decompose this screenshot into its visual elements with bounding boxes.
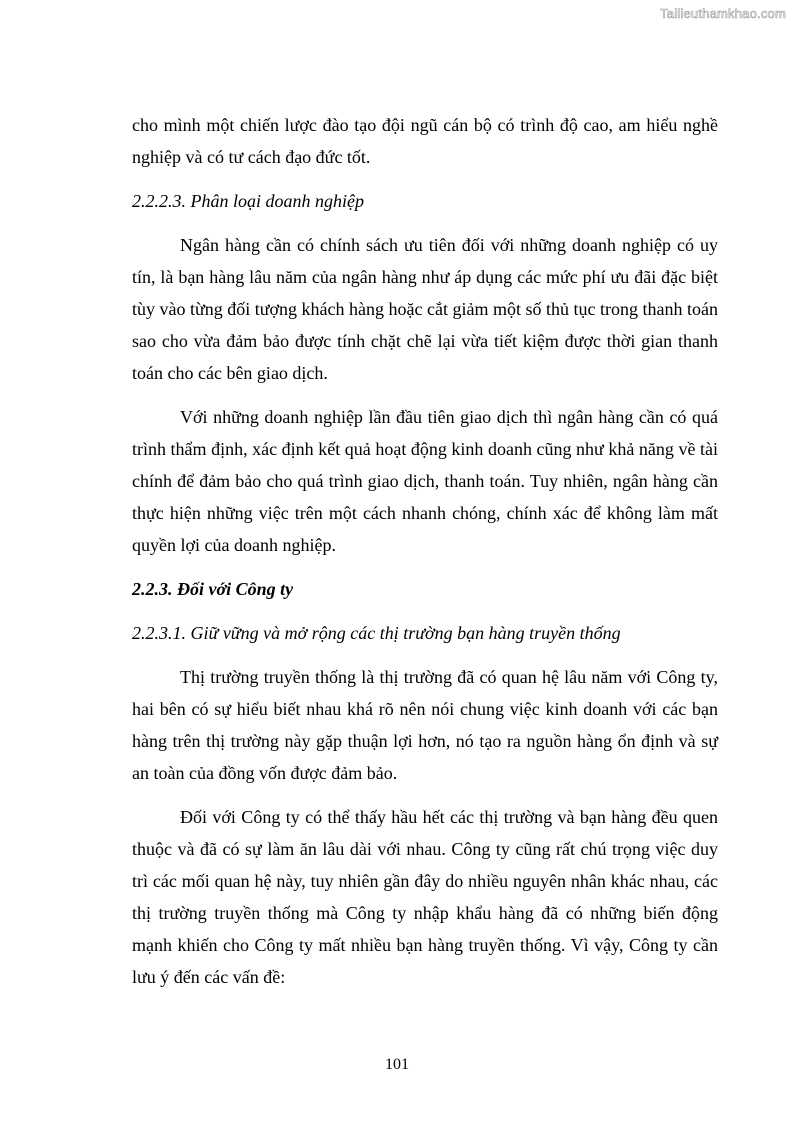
section-heading-2-2-2-3: 2.2.2.3. Phân loại doanh nghiệp [132, 191, 364, 211]
paragraph-new-enterprises: Với những doanh nghiệp lần đầu tiên giao dịch thì ngân hàng cần có quá trình thẩm định, xác định kết quả hoạt động kinh doanh cũng như khả năng về tài chính để đảm bảo cho quá trình giao dịch, thanh toán. Tuy nhiên, ngân hàng cần thực hiện những việc trên một cách nhanh chóng, chính xác để không làm mất quyền lợi của doanh nghiệp. [132, 407, 718, 555]
page-number: 101 [385, 1056, 409, 1073]
paragraph-continuation: cho mình một chiến lược đào tạo đội ngũ cán bộ có trình độ cao, am hiểu nghề nghiệp và có tư cách đạo đức tốt. [132, 115, 718, 167]
section-heading-2-2-3: 2.2.3. Đối với Công ty [132, 579, 294, 599]
watermark: Tailieuthamkhao.com [660, 6, 786, 21]
paragraph-traditional-markets: Thị trường truyền thống là thị trường đã có quan hệ lâu năm với Công ty, hai bên có sự hiểu biết nhau khá rõ nên nói chung việc kinh doanh với các bạn hàng trên thị trường này gặp thuận lợi hơn, nó tạo ra nguồn hàng ổn định và sự an toàn của đồng vốn được đảm bảo. [132, 667, 718, 783]
paragraph-company-partners: Đối với Công ty có thể thấy hầu hết các thị trường và bạn hàng đều quen thuộc và đã có sự làm ăn lâu dài với nhau. Công ty cũng rất chú trọng việc duy trì các mối quan hệ này, tuy nhiên gần đây do nhiều nguyên nhân khác nhau, các thị trường truyền thống mà Công ty nhập khẩu hàng đã có những biến động mạnh khiến cho Công ty mất nhiều bạn hàng truyền thống. Vì vậy, Công ty cần lưu ý đến các vấn đề: [132, 807, 718, 987]
paragraph-priority-policy: Ngân hàng cần có chính sách ưu tiên đối với những doanh nghiệp có uy tín, là bạn hàng lâu năm của ngân hàng như áp dụng các mức phí ưu đãi đặc biệt tùy vào từng đối tượng khách hàng hoặc cắt giảm một số thủ tục trong thanh toán sao cho vừa đảm bảo được tính chặt chẽ lại vừa tiết kiệm được thời gian thanh toán cho các bên giao dịch. [132, 235, 718, 383]
section-heading-2-2-3-1: 2.2.3.1. Giữ vững và mở rộng các thị trường bạn hàng truyền thống [132, 623, 621, 643]
page-body [132, 109, 718, 993]
